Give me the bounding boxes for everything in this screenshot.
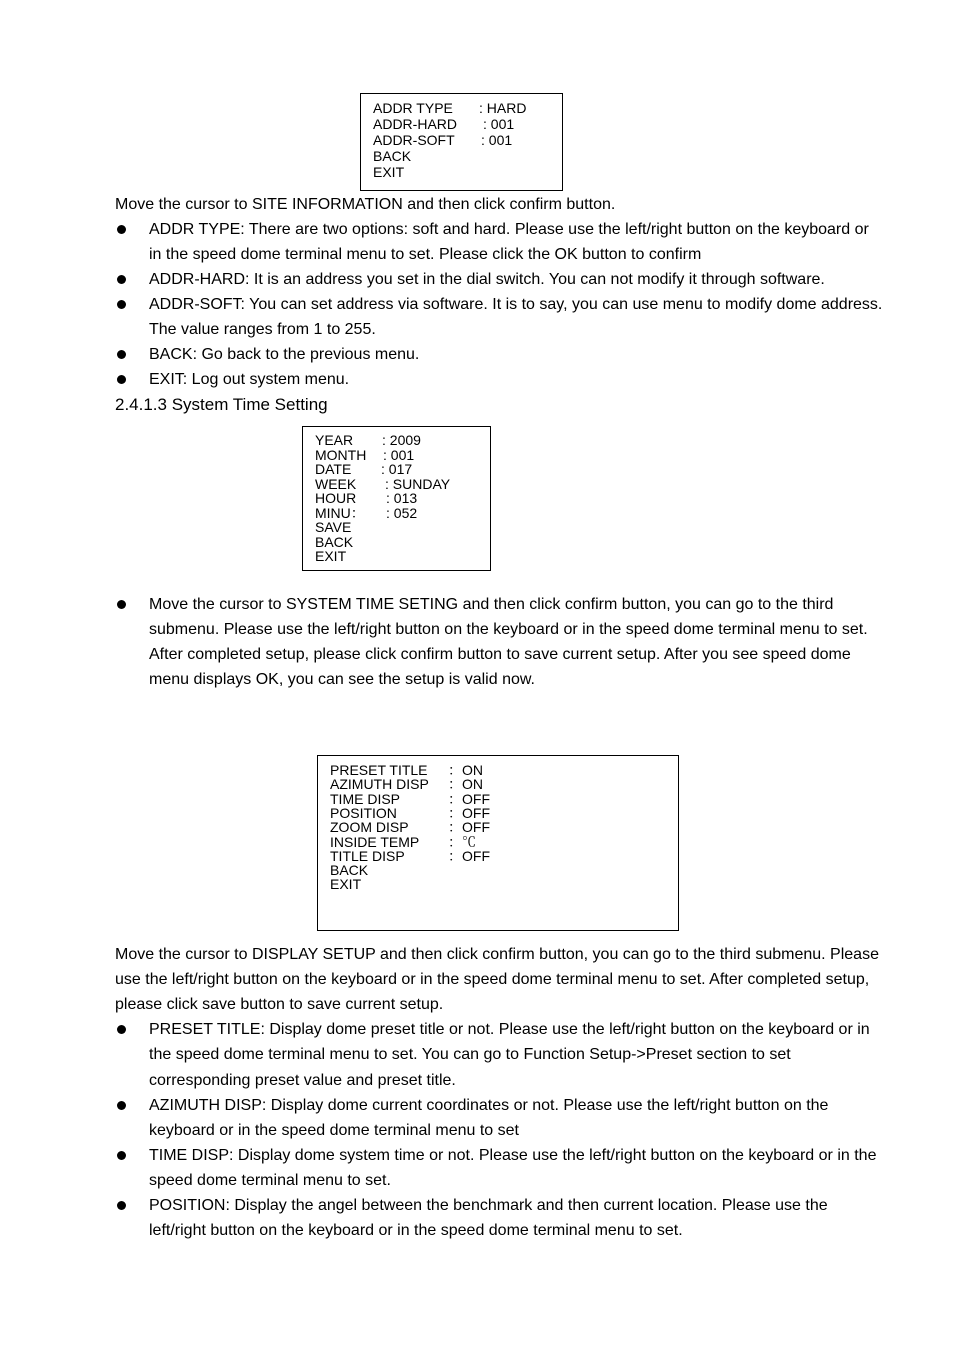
- menu-row-value: : 052: [386, 504, 418, 521]
- menu-row-value: : 001: [483, 116, 515, 132]
- bullet-line: BACK: Go back to the previous menu.: [149, 346, 420, 363]
- bullet-icon: [117, 275, 126, 284]
- menu-row-label: SAVE: [315, 519, 352, 535]
- bullet-line: corresponding preset value and preset title.: [149, 1072, 456, 1089]
- bullet-line: ADDR-SOFT: You can set address via software. It is to say, you can use menu to modify dome address.: [149, 296, 883, 313]
- display-intro-line: use the left/right button on the keyboard or in the speed dome terminal menu to set. After completed setup,: [115, 971, 870, 988]
- menu-row-value: ：OFF: [448, 804, 490, 821]
- menu-row-value: : 001: [481, 132, 513, 148]
- bullet-line: menu displays OK, you can see the setup is valid now.: [149, 671, 535, 688]
- time-menu-box: [302, 426, 491, 571]
- menu-row-value: ：OFF: [448, 819, 490, 836]
- menu-row-value: ：OFF: [448, 790, 490, 807]
- menu-row-value: : 013: [386, 490, 418, 506]
- bullet-line: PRESET TITLE: Display dome preset title or not. Please use the left/right button on the keyboard or in: [149, 1021, 870, 1038]
- menu-row-label: BACK: [315, 533, 354, 550]
- menu-row-label: ZOOM DISP: [330, 819, 409, 836]
- menu-row-label: WEEK: [315, 475, 357, 492]
- menu-row-label: ADDR TYPE: [373, 100, 453, 116]
- section-heading: 2.4.1.3 System Time Setting: [115, 395, 328, 414]
- bullet-line: After completed setup, please click confirm button to save current setup. After you see speed dome: [149, 646, 851, 663]
- bullet-line: left/right button on the keyboard or in the speed dome terminal menu to set.: [149, 1222, 683, 1239]
- bullet-icon: [117, 1025, 126, 1034]
- bullet-line: TIME DISP: Display dome system time or not. Please use the left/right button on the keyboard or in the: [149, 1147, 877, 1164]
- menu-row-value: ：ON: [448, 776, 483, 793]
- bullet-icon: [117, 350, 126, 359]
- addr-menu-box: [360, 93, 563, 191]
- menu-row-label: HOUR: [315, 490, 357, 506]
- bullet-line: EXIT: Log out system menu.: [149, 371, 350, 388]
- bullet-line: submenu. Please use the left/right button on the keyboard or in the speed dome terminal menu to set.: [149, 621, 868, 638]
- menu-row-value: ：OFF: [448, 847, 490, 864]
- bullet-icon: [117, 300, 126, 309]
- menu-row-label: TIME DISP: [330, 790, 401, 807]
- menu-row-value: : 2009: [382, 432, 421, 448]
- menu-row-label: EXIT: [315, 548, 347, 564]
- bullet-icon: [117, 600, 126, 609]
- bullet-icon: [117, 1151, 126, 1160]
- menu-row-label: INSIDE TEMP: [330, 833, 420, 850]
- menu-row-value: : 017: [381, 461, 413, 477]
- bullet-line: Move the cursor to SYSTEM TIME SETING and then click confirm button, you can go to the third: [149, 596, 834, 613]
- bullet-line: in the speed dome terminal menu to set. Please click the OK button to confirm: [149, 246, 702, 263]
- display-intro-line: Move the cursor to DISPLAY SETUP and then click confirm button, you can go to the third submenu. Please: [115, 946, 879, 963]
- bullet-icon: [117, 375, 126, 384]
- display-menu-box: [317, 755, 679, 931]
- bullet-line: the speed dome terminal menu to set. You can go to Function Setup->Preset section to set: [149, 1046, 791, 1063]
- display-intro-line: please click save button to save current setup.: [115, 996, 444, 1013]
- menu-row-value: : HARD: [479, 100, 527, 116]
- menu-row-value: : 001: [383, 446, 415, 463]
- menu-row-label: DATE: [315, 461, 352, 477]
- menu-row-label: AZIMUTH DISP: [330, 776, 429, 793]
- menu-row-label: ADDR-SOFT: [373, 132, 455, 148]
- bullet-line: speed dome terminal menu to set.: [149, 1172, 391, 1189]
- menu-row-label: BACK: [330, 862, 369, 879]
- bullet-icon: [117, 225, 126, 234]
- menu-row-label: MINU：: [315, 504, 365, 521]
- menu-row-label: EXIT: [330, 876, 362, 893]
- menu-row-value: : SUNDAY: [385, 475, 451, 492]
- menu-row-label: POSITION: [330, 804, 397, 821]
- menu-row-label: PRESET TITLE: [330, 762, 428, 778]
- menu-row-label: ADDR-HARD: [373, 116, 457, 132]
- menu-row-value: ：℃: [448, 833, 476, 850]
- bullet-line: keyboard or in the speed dome terminal menu to set: [149, 1122, 519, 1139]
- bullet-icon: [117, 1101, 126, 1110]
- bullet-line: The value ranges from 1 to 255.: [149, 321, 376, 338]
- menu-row-label: MONTH: [315, 446, 367, 463]
- menu-row-label: TITLE DISP: [330, 847, 405, 864]
- bullet-line: ADDR TYPE: There are two options: soft and hard. Please use the left/right button on the keyboard or: [149, 221, 869, 238]
- menu-row-value: ：ON: [448, 762, 483, 778]
- menu-row-label: BACK: [373, 148, 412, 164]
- site-info-intro: Move the cursor to SITE INFORMATION and then click confirm button.: [115, 196, 616, 213]
- bullet-icon: [117, 1201, 126, 1210]
- menu-row-label: EXIT: [373, 164, 405, 180]
- menu-row-label: YEAR: [315, 432, 354, 448]
- bullet-line: AZIMUTH DISP: Display dome current coordinates or not. Please use the left/right button on the: [149, 1097, 829, 1114]
- bullet-line: POSITION: Display the angel between the benchmark and then current location. Please use the: [149, 1197, 828, 1214]
- bullet-line: ADDR-HARD: It is an address you set in the dial switch. You can not modify it through software.: [149, 271, 825, 288]
